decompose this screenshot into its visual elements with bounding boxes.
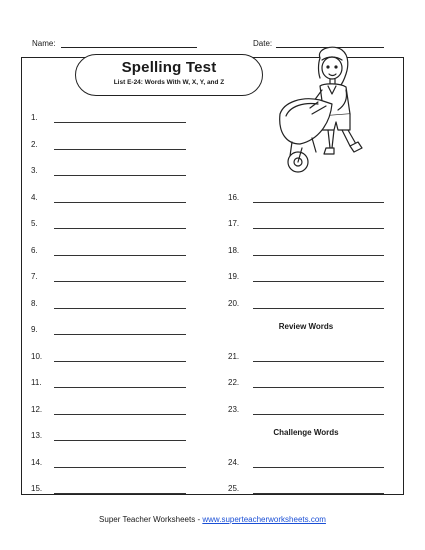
review-words-heading: Review Words xyxy=(278,322,334,331)
item-number: 21. xyxy=(228,352,240,361)
answer-line[interactable] xyxy=(54,467,186,468)
answer-line[interactable] xyxy=(54,255,186,256)
item-number: 1. xyxy=(31,113,38,122)
answer-line[interactable] xyxy=(54,175,186,176)
item-number: 20. xyxy=(228,299,240,308)
item-number: 4. xyxy=(31,193,38,202)
answer-line[interactable] xyxy=(253,308,384,309)
item-number: 24. xyxy=(228,458,240,467)
item-number: 14. xyxy=(31,458,43,467)
answer-line[interactable] xyxy=(253,202,384,203)
page-title: Spelling Test xyxy=(121,59,217,76)
item-number: 17. xyxy=(228,219,240,228)
answer-row xyxy=(31,193,186,207)
answer-line[interactable] xyxy=(54,228,186,229)
footer-separator: - xyxy=(195,515,203,524)
item-number: 7. xyxy=(31,272,38,281)
answer-row xyxy=(31,325,186,339)
answer-row xyxy=(228,299,384,313)
answer-line[interactable] xyxy=(54,361,186,362)
date-label: Date: xyxy=(253,39,273,48)
answer-line[interactable] xyxy=(54,281,186,282)
item-number: 23. xyxy=(228,405,240,414)
answer-line[interactable] xyxy=(54,440,186,441)
answer-row xyxy=(228,246,384,260)
item-number: 22. xyxy=(228,378,240,387)
name-label: Name: xyxy=(32,39,56,48)
answer-row xyxy=(228,193,384,207)
page-subtitle: List E-24: Words With W, X, Y, and Z xyxy=(113,79,225,86)
footer-brand: Super Teacher Worksheets xyxy=(99,515,196,524)
answer-line[interactable] xyxy=(253,228,384,229)
answer-row xyxy=(31,299,186,313)
item-number: 5. xyxy=(31,219,38,228)
answer-line[interactable] xyxy=(253,414,384,415)
answer-row xyxy=(228,352,384,366)
answer-line[interactable] xyxy=(253,467,384,468)
item-number: 13. xyxy=(31,431,43,440)
answer-row xyxy=(228,378,384,392)
answer-line[interactable] xyxy=(54,334,186,335)
answer-row xyxy=(31,113,186,127)
item-number: 10. xyxy=(31,352,43,361)
answer-row xyxy=(31,378,186,392)
answer-line[interactable] xyxy=(54,122,186,123)
item-number: 6. xyxy=(31,246,38,255)
item-number: 9. xyxy=(31,325,38,334)
answer-row xyxy=(228,458,384,472)
answer-line[interactable] xyxy=(54,387,186,388)
item-number: 25. xyxy=(228,484,240,493)
footer-link[interactable]: www.superteacherworksheets.com xyxy=(202,515,326,524)
answer-row xyxy=(228,484,384,498)
answer-line[interactable] xyxy=(253,387,384,388)
challenge-words-heading: Challenge Words xyxy=(273,428,339,437)
answer-line[interactable] xyxy=(54,202,186,203)
answer-line[interactable] xyxy=(253,493,384,494)
answer-line[interactable] xyxy=(54,493,186,494)
answer-row xyxy=(31,272,186,286)
answer-row xyxy=(31,246,186,260)
answer-row xyxy=(31,405,186,419)
answer-line[interactable] xyxy=(54,308,186,309)
answer-row xyxy=(31,219,186,233)
answer-row xyxy=(228,405,384,419)
answer-row xyxy=(31,140,186,154)
item-number: 16. xyxy=(228,193,240,202)
answer-row xyxy=(31,484,186,498)
answer-row xyxy=(228,219,384,233)
item-number: 19. xyxy=(228,272,240,281)
answer-line[interactable] xyxy=(253,255,384,256)
item-number: 18. xyxy=(228,246,240,255)
answer-line[interactable] xyxy=(54,414,186,415)
answer-row xyxy=(31,166,186,180)
item-number: 8. xyxy=(31,299,38,308)
footer xyxy=(0,515,425,524)
name-field[interactable] xyxy=(61,47,197,48)
answer-row xyxy=(228,272,384,286)
girl-pushing-wheelbarrow-icon xyxy=(272,44,382,184)
item-number: 2. xyxy=(31,140,38,149)
answer-row xyxy=(31,431,186,445)
answer-row xyxy=(31,458,186,472)
answer-row xyxy=(31,352,186,366)
item-number: 12. xyxy=(31,405,43,414)
item-number: 15. xyxy=(31,484,43,493)
item-number: 3. xyxy=(31,166,38,175)
answer-line[interactable] xyxy=(253,361,384,362)
title-banner xyxy=(75,54,263,96)
answer-line[interactable] xyxy=(54,149,186,150)
item-number: 11. xyxy=(31,378,42,387)
answer-line[interactable] xyxy=(253,281,384,282)
